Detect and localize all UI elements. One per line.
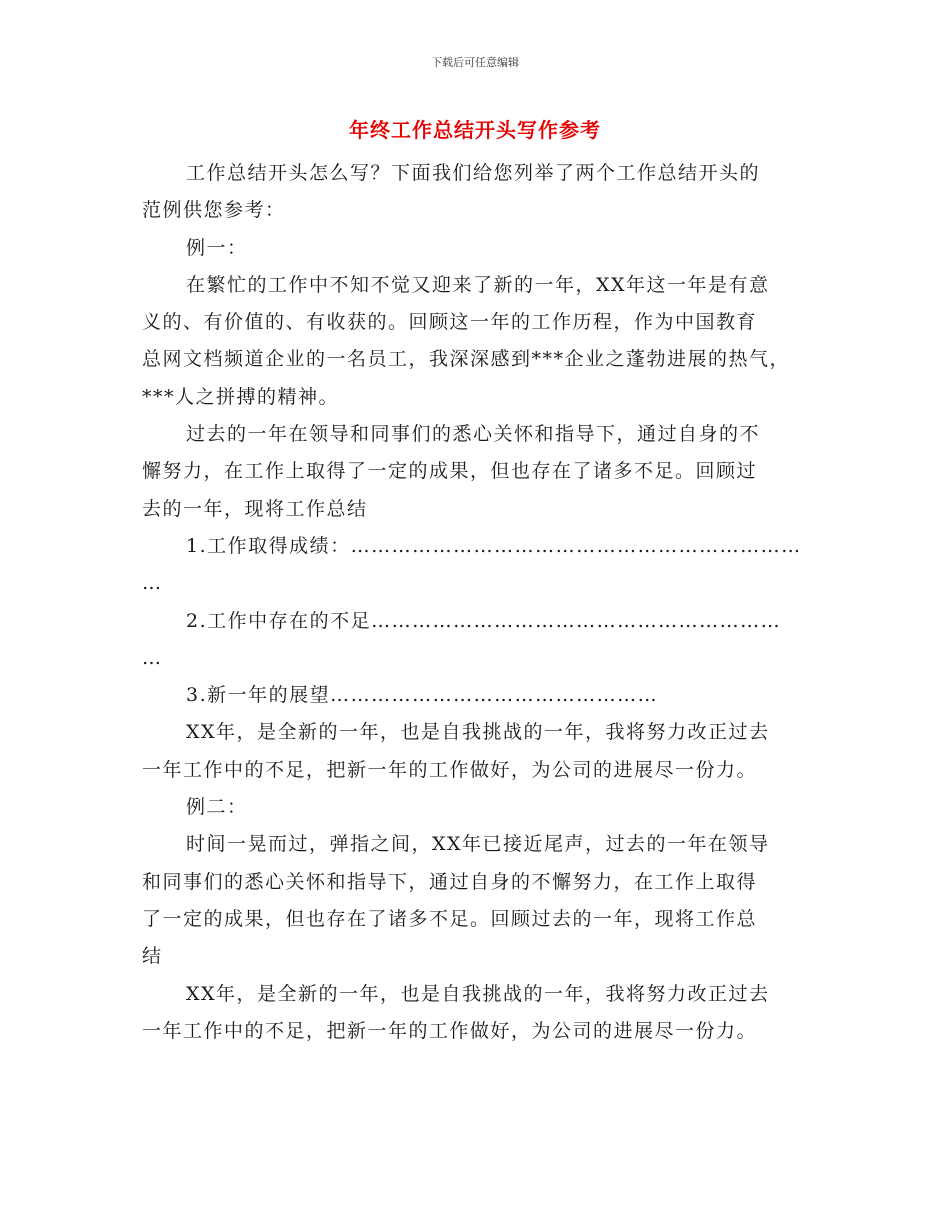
paragraph-line: 时间一晃而过，弹指之间，XX年已接近尾声，过去的一年在领导 [186,833,770,856]
paragraph-line: 去的一年，现将工作总结 [142,497,368,520]
paragraph-line: … [142,646,163,669]
paragraph-line: 在繁忙的工作中不知不觉又迎来了新的一年，XX年这一年是有意 [186,273,770,296]
paragraph-line: 义的、有价值的、有收获的。回顾这一年的工作历程，作为中国教育 [142,311,758,334]
paragraph-line: 工作总结开头怎么写？下面我们给您列举了两个工作总结开头的 [186,162,761,184]
paragraph-line: 了一定的成果，但也存在了诸多不足。回顾过去的一年，现将工作总 [142,907,758,930]
document-body [142,155,810,1050]
paragraph [142,416,810,528]
paragraph-line: ***人之拼搏的精神。 [142,385,340,408]
paragraph-line: … [142,572,163,595]
paragraph-line: 3.新一年的展望………………………………………… [186,684,659,707]
document-title: 年终工作总结开头写作参考 [349,118,601,142]
paragraph [142,789,810,826]
paragraph-line: 结 [142,945,163,968]
paragraph [142,155,810,230]
paragraph [142,528,810,603]
paragraph-line: 过去的一年在领导和同事们的悉心关怀和指导下，通过自身的不 [186,423,761,446]
page-header: 下载后可任意编辑 [431,56,519,69]
paragraph [142,976,810,1051]
paragraph [142,267,810,416]
paragraph [142,230,810,267]
paragraph [142,603,810,678]
paragraph-line: XX年，是全新的一年，也是自我挑战的一年，我将努力改正过去 [186,982,770,1005]
paragraph-line: 一年工作中的不足，把新一年的工作做好，为公司的进展尽一份力。 [142,1019,758,1042]
paragraph-line: 一年工作中的不足，把新一年的工作做好，为公司的进展尽一份力。 [142,758,758,781]
paragraph-line: 范例供您参考： [142,199,286,222]
paragraph-line: XX年，是全新的一年，也是自我挑战的一年，我将努力改正过去 [186,721,770,744]
paragraph-line: 总网文档频道企业的一名员工，我深深感到***企业之蓬勃进展的热气， [142,348,791,371]
paragraph-line: 2.工作中存在的不足…………………………………………………… [186,609,782,632]
paragraph-line: 懈努力，在工作上取得了一定的成果，但也存在了诸多不足。回顾过 [142,460,758,483]
paragraph [142,677,810,714]
paragraph-line: 1.工作取得成绩：………………………………………………………… [186,534,802,557]
paragraph-line: 和同事们的悉心关怀和指导下，通过自身的不懈努力，在工作上取得 [142,870,758,893]
paragraph-line: 例二： [186,796,248,819]
paragraph-line: 例一： [186,236,248,259]
paragraph [142,826,810,975]
paragraph [142,714,810,789]
